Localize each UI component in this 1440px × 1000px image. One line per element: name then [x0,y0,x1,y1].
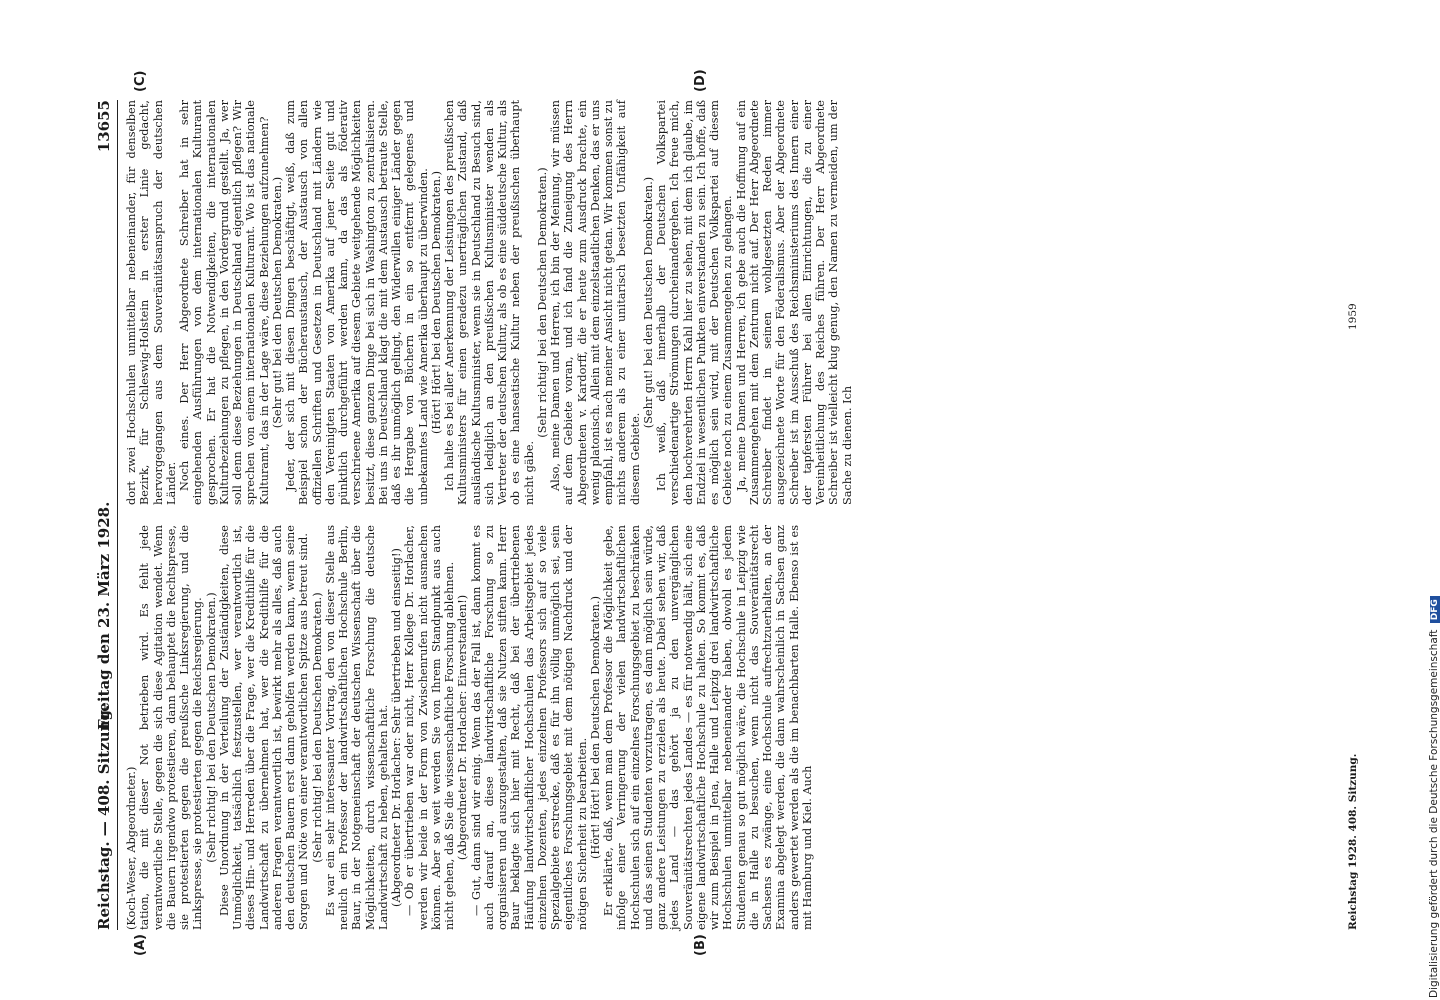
header-rule [117,100,118,930]
credit-text: Digitalisierung gefördert durch die Deutsche Forschungsgemeinschaft [1428,629,1440,998]
footer-sheet-number: 1959 [1347,303,1359,330]
paragraph: Diese Unordnung in der Verteilung der Zuständigkeiten, diese Unmöglichkeit, tatsächlich festzustellen, wer verantwortlich ist, dieses Hin- und Herreden über die Frage, wer die Kredithilfe für die Landwirtschaft zu übernehmen hat, wer die Kredithilfe für die anderen Fragen verantwortlich ist, bewirkt mehr als alles, daß auch den deutschen Bauern erst dann geholfen werden kann, wenn seine Sorgen und Nöte von einer verantwortlichen Spitze aus betreut sind. [217,525,311,930]
margin-marker-d: (D) [693,69,708,92]
paragraph: dort zwei Hochschulen unmittelbar nebeneinander, für denselben Bezirk, für Schleswig-Holstein in erster Linie gedacht, hervorgegangen aus dem Souveränitätsanspruch der deutschen Länder. [125,100,178,505]
interjection: (Sehr richtig! bei den Deutschen Demokraten.) [204,592,218,863]
footer-left: Reichstag 1928. 408. Sitzung. [1347,753,1359,930]
paragraph: — Ob er übertrieben war oder nicht, Herr Kollege Dr. Horlacher, werden wir beide in der Form von Zwischenrufen nicht ausmachen können. Aber so weit werden Sie von Ihrem Standpunkt aus auch nicht gehen, daß Sie die wissenschaftliche Forschung ablehnen. [403,525,456,930]
paragraph: Jeder, der sich mit diesen Dingen beschäftigt, weiß, daß zum Beispiel schon der Bücheraustausch, der Austausch von allen offiziellen Schriften und Gesetzen in Deutschland mit Ländern wie den Vereinigten Staaten von Amerika auf jener Seite gut und pünktlich durchgeführt werden kann, da das als föderativ verschrieene Amerika auf diesem Gebiete weitgehende Möglichkeiten besitzt, diese ganzen Dinge bei sich in Washington zu zentralisieren. Bei uns in Deutschland klagt die mit dem Austausch betraute Stelle, daß es ihr unmöglich gelingt, den Widerwillen einiger Länder gegen die Hergabe von Büchern in ein so entfernt gelegenes und unbekanntes Land wie Amerika überhaupt zu überwinden. [284,100,430,505]
text-column-left [125,525,1343,930]
margin-marker-c: (C) [133,70,148,92]
margin-marker-a: (A) [133,934,148,956]
interjection: (Hört! Hört! bei den Deutschen Demokraten.) [588,596,602,860]
page-header [93,100,119,930]
text-column-right [125,100,1343,505]
paragraph: (Koch-Weser, Abgeordneter.) [125,766,138,930]
digitization-credit [1406,0,1440,1000]
paragraph: tation, die mit dieser Not betrieben wird. Es fehlt jede verantwortliche Stelle, gegen die sich diese Agitation wendet. Wenn die Bauern irgendwo protestieren, dann behauptet die Rechtspresse, sie protestierten gegen die preußische Linksregierung, und die Linkspresse, sie protestierten gegen die Reichsregierung. [138,525,205,930]
header-date: Freitag den 23. März 1928. [95,501,113,730]
paragraph: Noch eines. Der Herr Abgeordnete Schreiber hat in sehr eingehenden Ausführungen von dem internationalen Kulturamt gesprochen. Er hat die Notwendigkeiten, die internationalen Kulturbeziehungen zu pflegen, in den Vordergrund gestellt. Ja, wer soll denn diese Beziehungen in Deutschland eigentlich pflegen? Wir sprechen von einem internationalen Kulturamt. Wo ist das nationale Kulturamt, das in der Lage wäre, diese Beziehungen aufzunehmen? [178,100,271,505]
paragraph: Ich weiß, daß innerhalb der Deutschen Volkspartei verschiedenartige Strömungen durcheinandergehen. Ich freue mich, den hochverehrten Herrn Kahl hier zu sehen, mit dem ich glaube, im Endziel in wesentlichen Punkten einverstanden zu sein. Ich hoffe, daß es möglich sein wird, mit der Deutschen Volkspartei auf diesem Gebiete noch zu einem Zusammengehen zu gelangen. [655,100,735,505]
interjection: (Abgeordneter Dr. Horlacher: Einverstanden!) [456,594,470,861]
dfg-logo: DFG [1430,596,1440,623]
interjection: (Abgeordneter Dr. Horlacher: Sehr übertrieben und einseitig!) [390,548,403,907]
paragraph: Ich halte es bei aller Anerkennung der Leistungen des preußischen Kultusministers für einen geradezu unerträglichen Zustand, daß ausländische Kultusminister, wenn sie in Deutschland zu Besuch sind, sich lediglich an den preußischen Kultusminister wenden als Vertreter der deutschen Kultur, als ob es eine süddeutsche Kultur, als ob es eine hanseatische Kultur neben der preußischen überhaupt nicht gäbe. [443,100,536,505]
interjection: (Sehr gut! bei den Deutschen Demokraten.) [641,176,655,429]
margin-marker-b: (B) [693,934,708,956]
header-left: Reichstag. — 408. Sitzung. [95,704,113,930]
interjection: (Sehr gut! bei den Deutschen Demokraten.) [270,176,284,429]
page-number: 13655 [95,100,113,153]
interjection: (Sehr richtig! bei den Deutschen Demokraten.) [535,167,549,438]
paragraph: Also, meine Damen und Herren, ich bin der Meinung, wir müssen auf dem Gebiete voran, und ich fand die Zuneigung des Herrn Abgeordneten v. Kardorff, die er heute zum Ausdruck brachte, ein wenig platonisch. Allein mit dem einzelstaatlichen Denken, das er uns empfahl, ist es nach meiner Ansicht nicht getan. Wir kommen sonst zu nichts anderem als zu einer unitarisch besetzten Unfähigkeit auf diesem Gebiete. [549,100,642,505]
paragraph: Ja, meine Damen und Herren, ich gebe auch die Hoffnung auf ein Zusammengehen mit dem Zentrum nicht auf. Der Herr Abgeordnete Schreiber findet in seinen wohlgesetzten Reden immer ausgezeichnete Worte für den Föderalismus. Aber der Abgeordnete Schreiber ist im Ausschuß des Reichsministeriums des Innern einer der tapfersten Führer bei allen Einrichtungen, die zu einer Vereinheitlichung des Reiches führen. Der Herr Abgeordnete Schreiber ist vielleicht klug genug, den Namen zu vermeiden, um der Sache zu dienen. Ich [734,100,854,505]
interjection: (Hört! Hört! bei den Deutschen Demokraten.) [429,171,443,435]
interjection: (Sehr richtig! bei den Deutschen Demokraten.) [310,592,324,863]
paragraph: Es war ein sehr interessanter Vortrag, den von dieser Stelle aus neulich ein Professor der landwirtschaftlichen Hochschule Berlin, Baur, in der Notgemeinschaft der deutschen Wissenschaft über die Möglichkeiten, durch wissenschaftliche Forschung die deutsche Landwirtschaft zu heben, gehalten hat. [323,525,390,930]
rotated-page [93,69,1393,956]
paragraph: — Gut, dann sind wir einig. Wenn das der Fall ist, dann kommt es auch darauf an, diese landwirtschaftliche Forschung so zu organisieren und auszugestalten, daß sie Nutzen stiften kann. Herr Baur beklagte sich hier mit Recht, daß bei der übertriebenen Häufung landwirtschaftlicher Hochschulen das Arbeitsgebiet jedes einzelnen Dozenten, jedes einzelnen Professors sich auf so viele Spezialgebiete erstrecke, daß es für ihn völlig unmöglich sei, sein eigentliches Forschungsgebiet mit dem nötigen Nachdruck und der nötigen Sicherheit zu bearbeiten. [469,525,589,930]
paragraph: Er erklärte, daß, wenn man dem Professor die Möglichkeit gebe, infolge einer Verringerung der vielen landwirtschaftlichen Hochschulen sich auf ein einzelnes Forschungsgebiet zu beschränken und das seinen Studenten vorzutragen, es dann möglich sein würde, ganz andere Leistungen zu erzielen als heute. Dabei sehen wir, daß jedes Land — das gehört ja zu den unvergänglichen Souveränitätsrechten jedes Landes — es für notwendig hält, sich eine eigene landwirtschaftliche Hochschule zu halten. So kommt es, daß wir zum Beispiel in Jena, Halle und Leipzig drei landwirtschaftliche Hochschulen unmittelbar nebeneinander haben, obwohl es jedem Studenten genau so gut möglich wäre, die Hochschule in Leipzig wie die in Halle zu besuchen, wenn nicht das Souveränitätsrecht Sachsens es zwänge, eine Hochschule aufrechtzuerhalten, an der Examina abgelegt werden, die dann wahrscheinlich in Sachsen ganz anders gewertet werden als die im benachbarten Halle. Ebenso ist es mit Hamburg und Kiel. Auch [602,525,814,930]
